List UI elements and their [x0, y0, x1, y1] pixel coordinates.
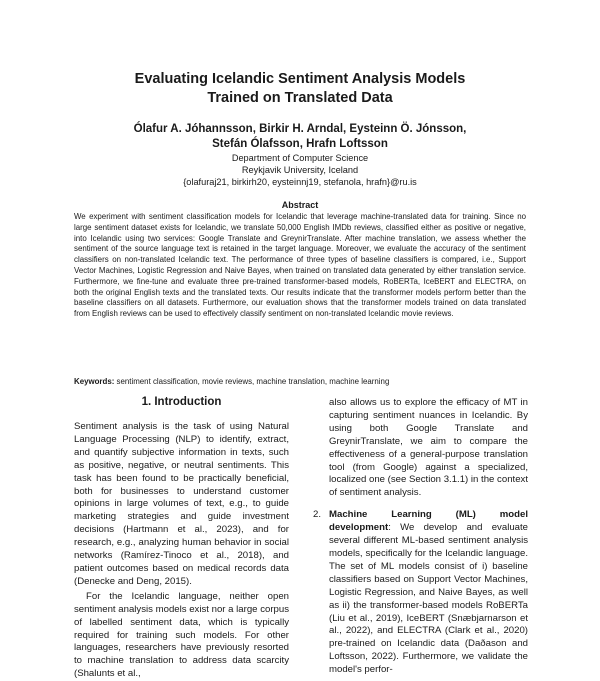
keywords-label: Keywords:: [74, 377, 115, 386]
paper-title-line-2: Trained on Translated Data: [207, 90, 393, 106]
right-paragraph-continued: also allows us to explore the efficacy of MT in capturing sentiment nuances in Icelandic. By using both Google Translate and GreynirTranslate, we aim to compare the effectiveness of a general-purpose translation tool (from Google) against a specialized, localized one (see Section 3.1.1) in the context of sentiment analysis.: [329, 397, 528, 499]
abstract-heading: Abstract: [281, 200, 319, 210]
authors-line-2: Stefán Ólafsson, Hrafn Loftsson: [212, 138, 388, 150]
list-item-body: [329, 509, 528, 677]
intro-paragraph-2: For the Icelandic language, neither open sentiment analysis models exist nor a large corpus of labelled sentiment data, which is typically required for training such models. For other languages, researchers have previously resorted to machine translation to address data scarcity (Shalunts et al.,: [74, 590, 289, 680]
list-item-number: 2.: [313, 509, 322, 521]
list-item-lead: Machine Learning (ML) model development: [329, 509, 528, 534]
affiliation-department: Department of Computer Science: [231, 153, 369, 163]
affiliation-emails: {olafuraj21, birkirh20, eysteinnj19, stefanola, hrafn}@ru.is: [183, 177, 417, 187]
authors-line-1: Ólafur A. Jóhannsson, Birkir H. Arndal, Eysteinn Ö. Jónsson,: [133, 123, 467, 135]
paper-title-line-1: Evaluating Icelandic Sentiment Analysis Models: [134, 71, 466, 87]
left-column: [74, 421, 289, 681]
keywords-line: [74, 376, 526, 387]
section-heading-introduction: 1. Introduction: [141, 396, 222, 408]
abstract-body: We experiment with sentiment classification models for Icelandic that leverage machine-translated data for training. Since no large sentiment dataset exists for Icelandic, we translate 50,000 English IMDb reviews, classified either as positive or negative, into Icelandic using two services: Google Translate and GreynirTranslate. After machine translation, we assess whether the sentiment of the source language text is retained in the target language. Moreover, we evaluate the accuracy of the sentiment classifiers on non-translated Icelandic text. The performance of three types of baseline classifiers is compared, i.e., Support Vector Machines, Logistic Regression and Naive Bayes, when trained on translated data generated by either translation service. Furthermore, we fine-tune and evaluate three pre-trained transformer-based models, RoBERTa, IceBERT and ELECTRA, on both the original English texts and the translated texts. Our results indicate that the transformer models perform better than the baseline classifiers on all datasets. Furthermore, our evaluation shows that the transformer models trained on data translated from English reviews can be used to effectively classify sentiment on non-translated Icelandic movie reviews.: [74, 212, 526, 319]
keywords-text: sentiment classification, movie reviews, machine translation, machine learning: [116, 377, 390, 386]
list-item-text: : We develop and evaluate several different ML-based sentiment analysis models, specifically for the Icelandic language. The set of ML models consist of i) baseline classifiers based on Support Vector Machines, Logistic Regression, and Naive Bayes, as well as ii) the transformer-based models RoBERTa (Liu et al., 2019), IceBERT (Snæbjarnarson et al., 2022), and ELECTRA (Clark et al., 2020) pre-trained on Icelandic data (Daðason and Loftsson, 2022). Furthermore, we validate the model's perfor-: [329, 522, 528, 676]
list-item-2: [313, 509, 528, 677]
right-column: [313, 397, 528, 677]
affiliation-university: Reykjavik University, Iceland: [241, 165, 359, 175]
intro-paragraph-1: Sentiment analysis is the task of using Natural Language Processing (NLP) to identify, extract, and quantify subjective information in texts, such as positive, negative, or neutral sentiments. This task has been found to be practically beneficial, both for businesses to understand customer opinions in large volumes of text, e.g., to guide marketing strategies and guide investment decisions (Hartmann et al., 2023), and for research, e.g., analyzing human behavior in social networks (Ramírez-Tinoco et al., 2018), and patient outcomes based on medical records data (Denecke and Deng, 2015).: [74, 421, 289, 587]
